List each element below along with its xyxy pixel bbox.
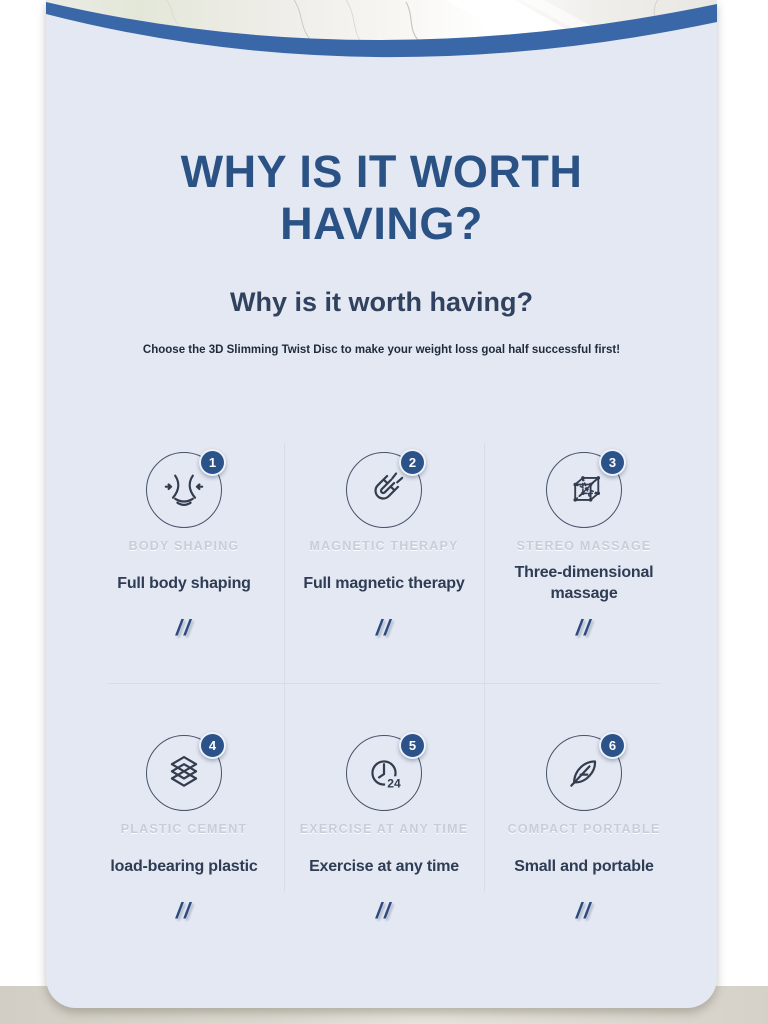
feature-icon-circle	[346, 452, 422, 528]
feature-label: EXERCISE AT ANY TIME	[299, 822, 469, 836]
feature-cell-body-shaping	[84, 443, 284, 683]
tagline: Choose the 3D Slimming Twist Disc to make your weight loss goal half successful first!	[142, 344, 621, 356]
feature-cell-compact-portable	[484, 683, 684, 938]
clock-24-icon	[362, 751, 406, 795]
feature-icon-circle	[146, 735, 222, 811]
feature-number-badge: 4	[199, 732, 226, 759]
feature-title: Exercise at any time	[309, 857, 459, 875]
feature-label: COMPACT PORTABLE	[507, 822, 661, 836]
feature-title: load-bearing plastic	[110, 857, 258, 875]
feature-icon-circle	[146, 452, 222, 528]
double-slash-mark: //	[175, 898, 193, 923]
feature-cell-stereo-massage	[484, 443, 684, 683]
double-slash-mark: //	[575, 898, 593, 923]
feature-icon-circle	[346, 735, 422, 811]
feature-cell-magnetic-therapy	[284, 443, 484, 683]
double-slash-mark: //	[575, 615, 593, 640]
feature-label: PLASTIC CEMENT	[120, 822, 248, 836]
feature-cell-exercise-any-time	[284, 683, 484, 938]
feature-icon-circle	[546, 735, 622, 811]
feature-number-badge: 6	[599, 732, 626, 759]
double-slash-mark: //	[375, 898, 393, 923]
double-slash-mark: //	[175, 615, 193, 640]
marble-header-curve	[46, 0, 717, 60]
double-slash-mark: //	[375, 615, 393, 640]
layers-icon	[162, 751, 206, 795]
feature-title: Full body shaping	[117, 574, 251, 592]
feature-cell-plastic-cement	[84, 683, 284, 938]
feature-number-badge: 5	[399, 732, 426, 759]
feature-number-badge: 2	[399, 449, 426, 476]
feature-label: STEREO MASSAGE	[516, 539, 652, 553]
feature-icon-circle	[546, 452, 622, 528]
feature-number-badge: 3	[599, 449, 626, 476]
page-title-line1: WHY IS IT WORTH	[180, 146, 583, 197]
feather-icon	[562, 751, 606, 795]
svg-text:24: 24	[387, 776, 401, 791]
feature-number-badge: 1	[199, 449, 226, 476]
cube-icon	[562, 468, 606, 512]
page-title	[46, 146, 717, 250]
magnet-icon	[362, 468, 406, 512]
features-grid	[84, 443, 684, 938]
feature-title: Small and portable	[514, 857, 654, 875]
page-subtitle: Why is it worth having?	[230, 287, 533, 317]
page-title-line2: HAVING?	[280, 198, 483, 250]
feature-label: MAGNETIC THERAPY	[309, 539, 459, 553]
feature-title: Full magnetic therapy	[303, 574, 465, 592]
feature-label: BODY SHAPING	[128, 539, 240, 553]
content-panel	[46, 0, 717, 1008]
waist-shaping-icon	[162, 468, 206, 512]
feature-title: Three-dimensional massage	[514, 564, 654, 602]
